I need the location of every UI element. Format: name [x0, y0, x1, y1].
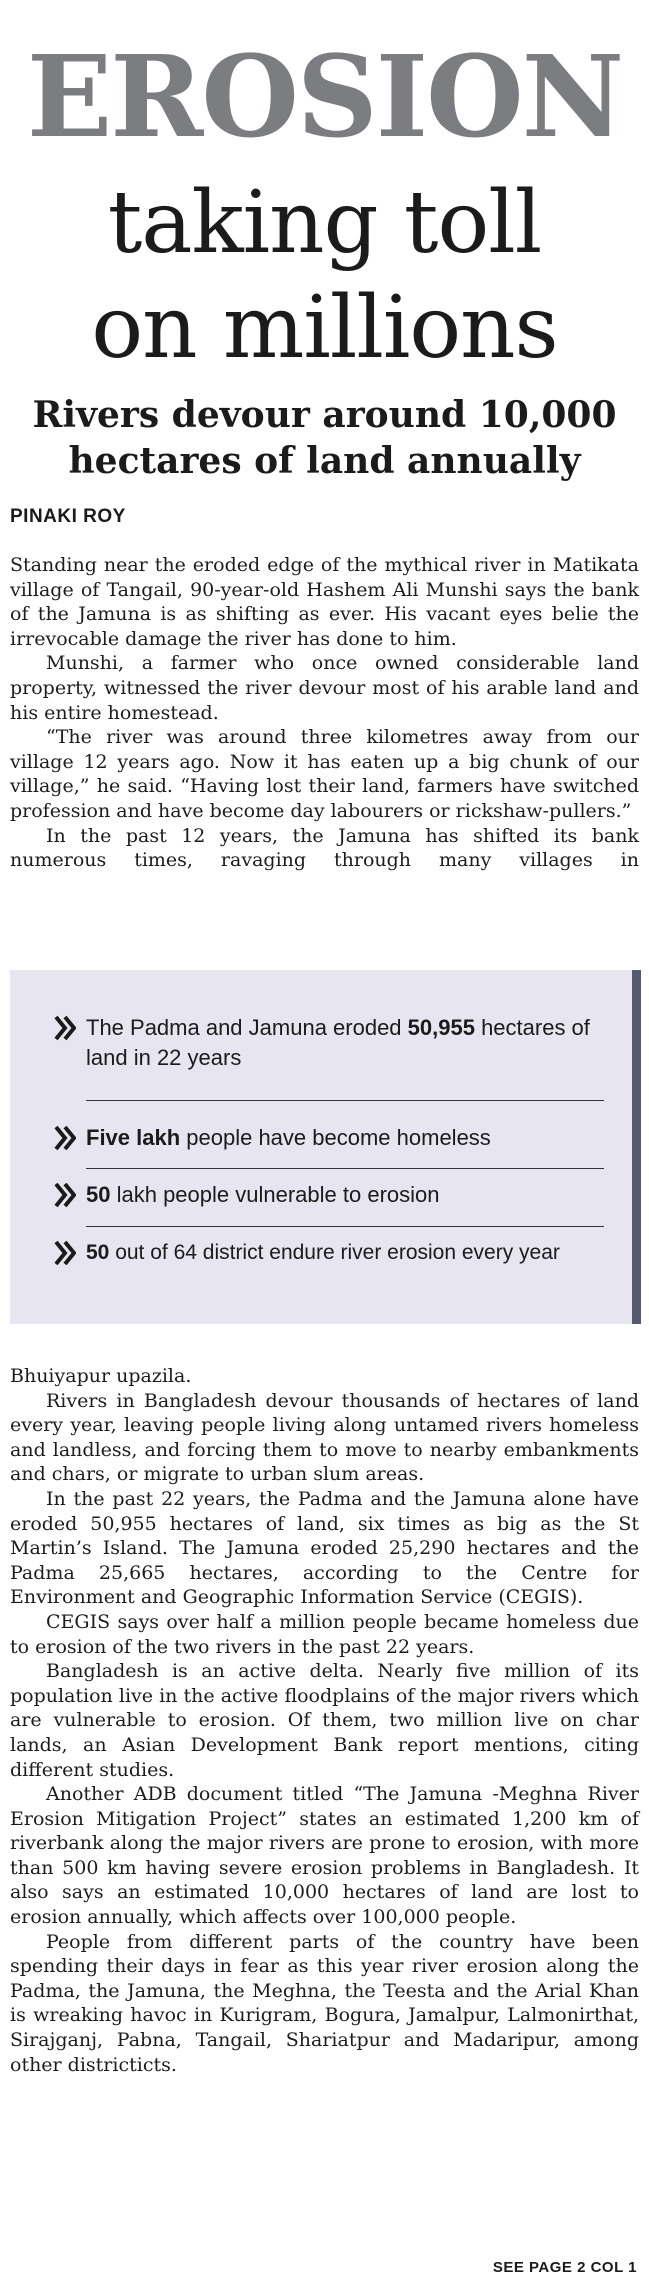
paragraph: Standing near the eroded edge of the mythical river in Matikata village of Tangail, 90-year-old Hashem Ali Munshi says the bank of the Jamuna is as shifting as ever. His vacant eyes belie the irrevocable damage the river has done to him.: [10, 554, 639, 650]
continuation-note: SEE PAGE 2 COL 1: [492, 2259, 637, 2276]
fact-text: people have become homeless: [180, 1125, 491, 1150]
fact-highlight: Five lakh: [86, 1125, 181, 1150]
chevron-right-icon: [54, 1015, 76, 1041]
divider: [86, 1226, 604, 1227]
byline: PINAKI ROY: [10, 506, 126, 527]
fact-highlight: 50: [86, 1182, 111, 1207]
fact-box: [10, 970, 641, 1324]
fact-highlight: 50,955: [407, 1015, 475, 1040]
fact-item: [54, 1180, 604, 1210]
kicker-word: EROSION: [26, 32, 623, 163]
divider: [86, 1100, 604, 1101]
chevron-right-icon: [54, 1182, 76, 1208]
paragraph: Bangladesh is an active delta. Nearly five million of its population live in the active floodplains of the major rivers which are vulnerable to erosion. Of them, two million live on char lands, an Asian Development Bank report mentions, citing different studies.: [10, 1660, 639, 1781]
chevron-right-icon: [54, 1240, 76, 1266]
fact-item: [54, 1013, 604, 1073]
paragraph: In the past 12 years, the Jamuna has shifted its bank numerous times, ravaging through many villages in: [10, 824, 639, 872]
headline-line-2: on millions: [91, 278, 558, 378]
paragraph: CEGIS says over half a million people became homeless due to erosion of the two rivers in the past 22 years.: [10, 1610, 639, 1658]
paragraph: In the past 22 years, the Padma and the Jamuna alone have eroded 50,955 hectares of land, six times as big as the St Martin’s Island. The Jamuna eroded 25,290 hectares and the Padma 25,665 hectares, according to the Centre for Environment and Geographic Information Service (CEGIS).: [10, 1487, 639, 1609]
article-body-part-1: [10, 553, 639, 873]
fact-text: The Padma and Jamuna eroded: [86, 1015, 408, 1040]
paragraph: People from different parts of the country have been spending their days in fear as this year river erosion along the Padma, the Jamuna, the Meghna, the Teesta and the Arial Khan is wreaking havoc in Kurigram, Bogura, Jamalpur, Lalmonirthat, Sirajganj, Pabna, Tangail, Shariatpur and Madaripur, among other districticts.: [10, 1930, 639, 2076]
fact-item: [54, 1123, 604, 1153]
paragraph: Rivers in Bangladesh devour thousands of hectares of land every year, leaving people living along untamed rivers homeless and landless, and forcing them to move to nearby embankments and chars, or migrate to urban slum areas.: [10, 1389, 639, 1486]
article-body-part-2: [10, 1364, 639, 2077]
paragraph: “The river was around three kilometres away from our village 12 years ago. Now it has eaten up a big chunk of our village,” he said. “Having lost their land, farmers have switched profession and have become day labourers or rickshaw-pullers.”: [10, 726, 639, 822]
deck-line-1: Rivers devour around 10,000: [32, 394, 617, 436]
paragraph: Another ADB document titled “The Jamuna -Meghna River Erosion Mitigation Project” states an estimated 1,200 km of riverbank along the major rivers are prone to erosion, with more than 500 km having severe erosion problems in Bangladesh. It also says an estimated 10,000 hectares of land are lost to erosion annually, which affects over 100,000 people.: [10, 1783, 639, 1929]
chevron-right-icon: [54, 1125, 76, 1151]
deck: [10, 392, 639, 484]
divider: [86, 1168, 604, 1169]
headline-line-1: taking toll: [107, 173, 542, 273]
fact-box-rule: [632, 970, 641, 1324]
fact-highlight: 50: [86, 1241, 110, 1264]
fact-text: hectares of land in 22 years: [86, 1015, 590, 1070]
fact-text: out of 64 district endure river erosion every year: [109, 1241, 560, 1264]
fact-item: [54, 1238, 614, 1268]
fact-text: lakh people vulnerable to erosion: [110, 1182, 440, 1207]
paragraph: Bhuiyapur upazila.: [10, 1365, 192, 1387]
paragraph: Munshi, a farmer who once owned considerable land property, witnessed the river devour most of his arable land and his entire homestead.: [10, 652, 639, 724]
deck-line-2: hectares of land annually: [68, 440, 581, 482]
